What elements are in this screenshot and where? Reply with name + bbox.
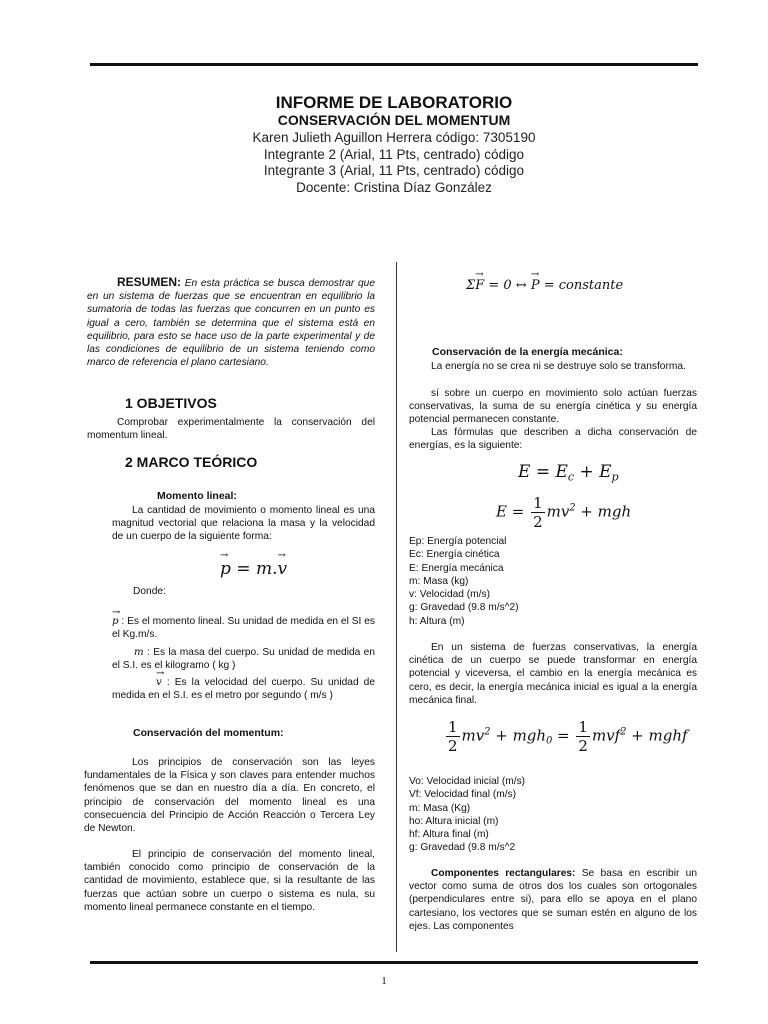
energy-paragraph-2: sí sobre un cuerpo en movimiento solo actúan fuerzas conservativas, la suma de su energía cinética y su energía potencial permanecen constante. bbox=[409, 388, 697, 426]
momentum-heading: Momento lineal: bbox=[157, 490, 237, 502]
header-rule bbox=[90, 63, 698, 66]
report-subtitle: CONSERVACIÓN DEL MOMENTUM bbox=[277, 112, 511, 128]
variable-item: Vo: Velocidad inicial (m/s) bbox=[409, 776, 526, 787]
symbol-m: m bbox=[134, 647, 144, 658]
variable-item: E: Energía mecánica bbox=[409, 562, 504, 574]
report-title: INFORME DE LABORATORIO bbox=[275, 93, 513, 112]
equilibrium-formula: Σ→ F = 0 ↔ → P = constante bbox=[466, 278, 623, 293]
momentum-text: La cantidad de movimiento o momento lineal es una magnitud vectorial que relaciona la masa y la velocidad de un cuerpo de la siguiente forma: bbox=[112, 505, 375, 543]
conservation-paragraph-1: Los principios de conservación son las leyes fundamentales de la Física y son claves para entender muchos fenómenos que se dan en nuestro día a día. En concreto, el principio de conservación del momento lineal es una consecuencia del Principio de Acción Reacción o Tercera Ley de Newton. bbox=[84, 757, 375, 835]
components-text: Se basa en escribir un vector como suma de otros dos los cuales son ortogonales (perpendiculares entre si), para ello se apoya en el plano cartesiano, los vectores que se suman estén en alguno de los ejes. Las componentes bbox=[409, 868, 697, 932]
energy-heading: Conservación de la energía mecánica: bbox=[432, 346, 623, 358]
variable-item: Vf: Velocidad final (m/s) bbox=[409, 789, 517, 801]
energy-sum-text: E = E bbox=[518, 462, 568, 482]
page-number: 1 bbox=[381, 975, 387, 987]
author-line-3: Integrante 3 (Arial, 11 Pts, centrado) código bbox=[263, 163, 525, 178]
variable-item: Ep: Energía potencial bbox=[409, 536, 507, 547]
author-line-2: Integrante 2 (Arial, 11 Pts, centrado) código bbox=[263, 147, 525, 162]
theory-heading: 2 MARCO TEÓRICO bbox=[125, 454, 258, 470]
objectives-heading: 1 OBJETIVOS bbox=[125, 395, 217, 411]
conservation-heading: Conservación del momentum: bbox=[133, 727, 284, 739]
energy-paragraph-1: La energía no se crea ni se destruye solo se transforma. bbox=[431, 361, 686, 372]
energy-expanded-formula: E = $\frac{1}{2}$ $mv^2$ + mgh bbox=[496, 494, 632, 531]
definition-p bbox=[112, 615, 375, 641]
energy-conservation-formula: $\frac{1}{2}$ $mv^2 + mgh_0$ = $\frac{1}{2}$ mvf$^2$ + mghf bbox=[448, 718, 688, 755]
abstract-text: En esta práctica se busca demostrar que en un sistema de fuerzas que se encuentran en equilibrio la sumatoria de todas las fuerzas que concurren en un punto es igual a cero, también se determina que el sistema está en equilibrio, para esto se hace uso de la parte experimental y de las condiciones de equilibrio de un sistema teniendo como marco de referencia el plano cartesiano. bbox=[87, 278, 375, 369]
variable-item: Ec: Energía cinética bbox=[409, 549, 500, 561]
variable-item: g: Gravedad (9.8 m/s^2 bbox=[409, 842, 516, 854]
variable-item: ho: Altura inicial (m) bbox=[409, 815, 499, 827]
symbol-p: → p bbox=[112, 615, 119, 628]
teacher-line: Docente: Cristina Díaz González bbox=[296, 180, 492, 195]
energy-paragraph-3: Las fórmulas que describen a dicha conservación de energías, es la siguiente: bbox=[409, 427, 697, 452]
energy-expanded-text: E = bbox=[496, 502, 530, 521]
objectives-text: Comprobar experimentalmente la conservación del momentum lineal. bbox=[87, 417, 375, 442]
components-paragraph bbox=[409, 867, 697, 933]
definition-v bbox=[112, 676, 375, 702]
footer-rule bbox=[90, 961, 698, 964]
variable-item: h: Altura (m) bbox=[409, 615, 465, 627]
symbol-v: → v bbox=[134, 676, 162, 689]
author-line-1: Karen Julieth Aguillon Herrera código: 7305190 bbox=[252, 130, 536, 145]
variable-item: m: Masa (Kg) bbox=[409, 802, 471, 814]
variable-item: g: Gravedad (9.8 m/s^2) bbox=[409, 602, 519, 614]
definition-m-text: : Es la masa del cuerpo. Su unidad de medida en el S.I. es el kilogramo ( kg ) bbox=[112, 647, 375, 672]
definition-v-text: : Es la velocidad del cuerpo. Su unidad de medida en el S.I. es el metro por segundo ( m/s ) bbox=[112, 677, 375, 702]
abstract bbox=[87, 276, 375, 369]
variable-item: hf: Altura final (m) bbox=[409, 829, 489, 841]
conservation-paragraph-2: El principio de conservación del momento lineal, también conocido como principio de conservación de la cantidad de movimiento, establece que, si la resultante de las fuerzas que actúan sobre un cuerpo o sistema es nula, su momento lineal permanece constante en el tiempo. bbox=[84, 849, 375, 913]
variable-item: v: Velocidad (m/s) bbox=[409, 589, 490, 601]
energy-sum-formula: $E = E_c + E_p$ bbox=[518, 462, 619, 484]
components-label: Componentes rectangulares: bbox=[431, 868, 576, 879]
abstract-label: RESUMEN: bbox=[117, 275, 182, 289]
variable-item: m: Masa (kg) bbox=[409, 575, 469, 587]
where-label: Donde: bbox=[133, 586, 166, 597]
variables-list-2 bbox=[409, 775, 697, 855]
system-paragraph: En un sistema de fuerzas conservativas, la energía cinética de un cuerpo se puede transformar en energía potencial y viceversa, el cambio en la energía mecánica es cero, es decir, la energía mecánica inicial es igual a la energía mecánica final. bbox=[409, 642, 697, 706]
variables-list-1 bbox=[409, 535, 697, 628]
definition-p-text: : Es el momento lineal. Su unidad de medida en el SI es el Kg.m/s. bbox=[112, 616, 375, 641]
column-divider bbox=[396, 262, 397, 952]
momentum-formula: → p = m.→ v bbox=[220, 559, 287, 579]
